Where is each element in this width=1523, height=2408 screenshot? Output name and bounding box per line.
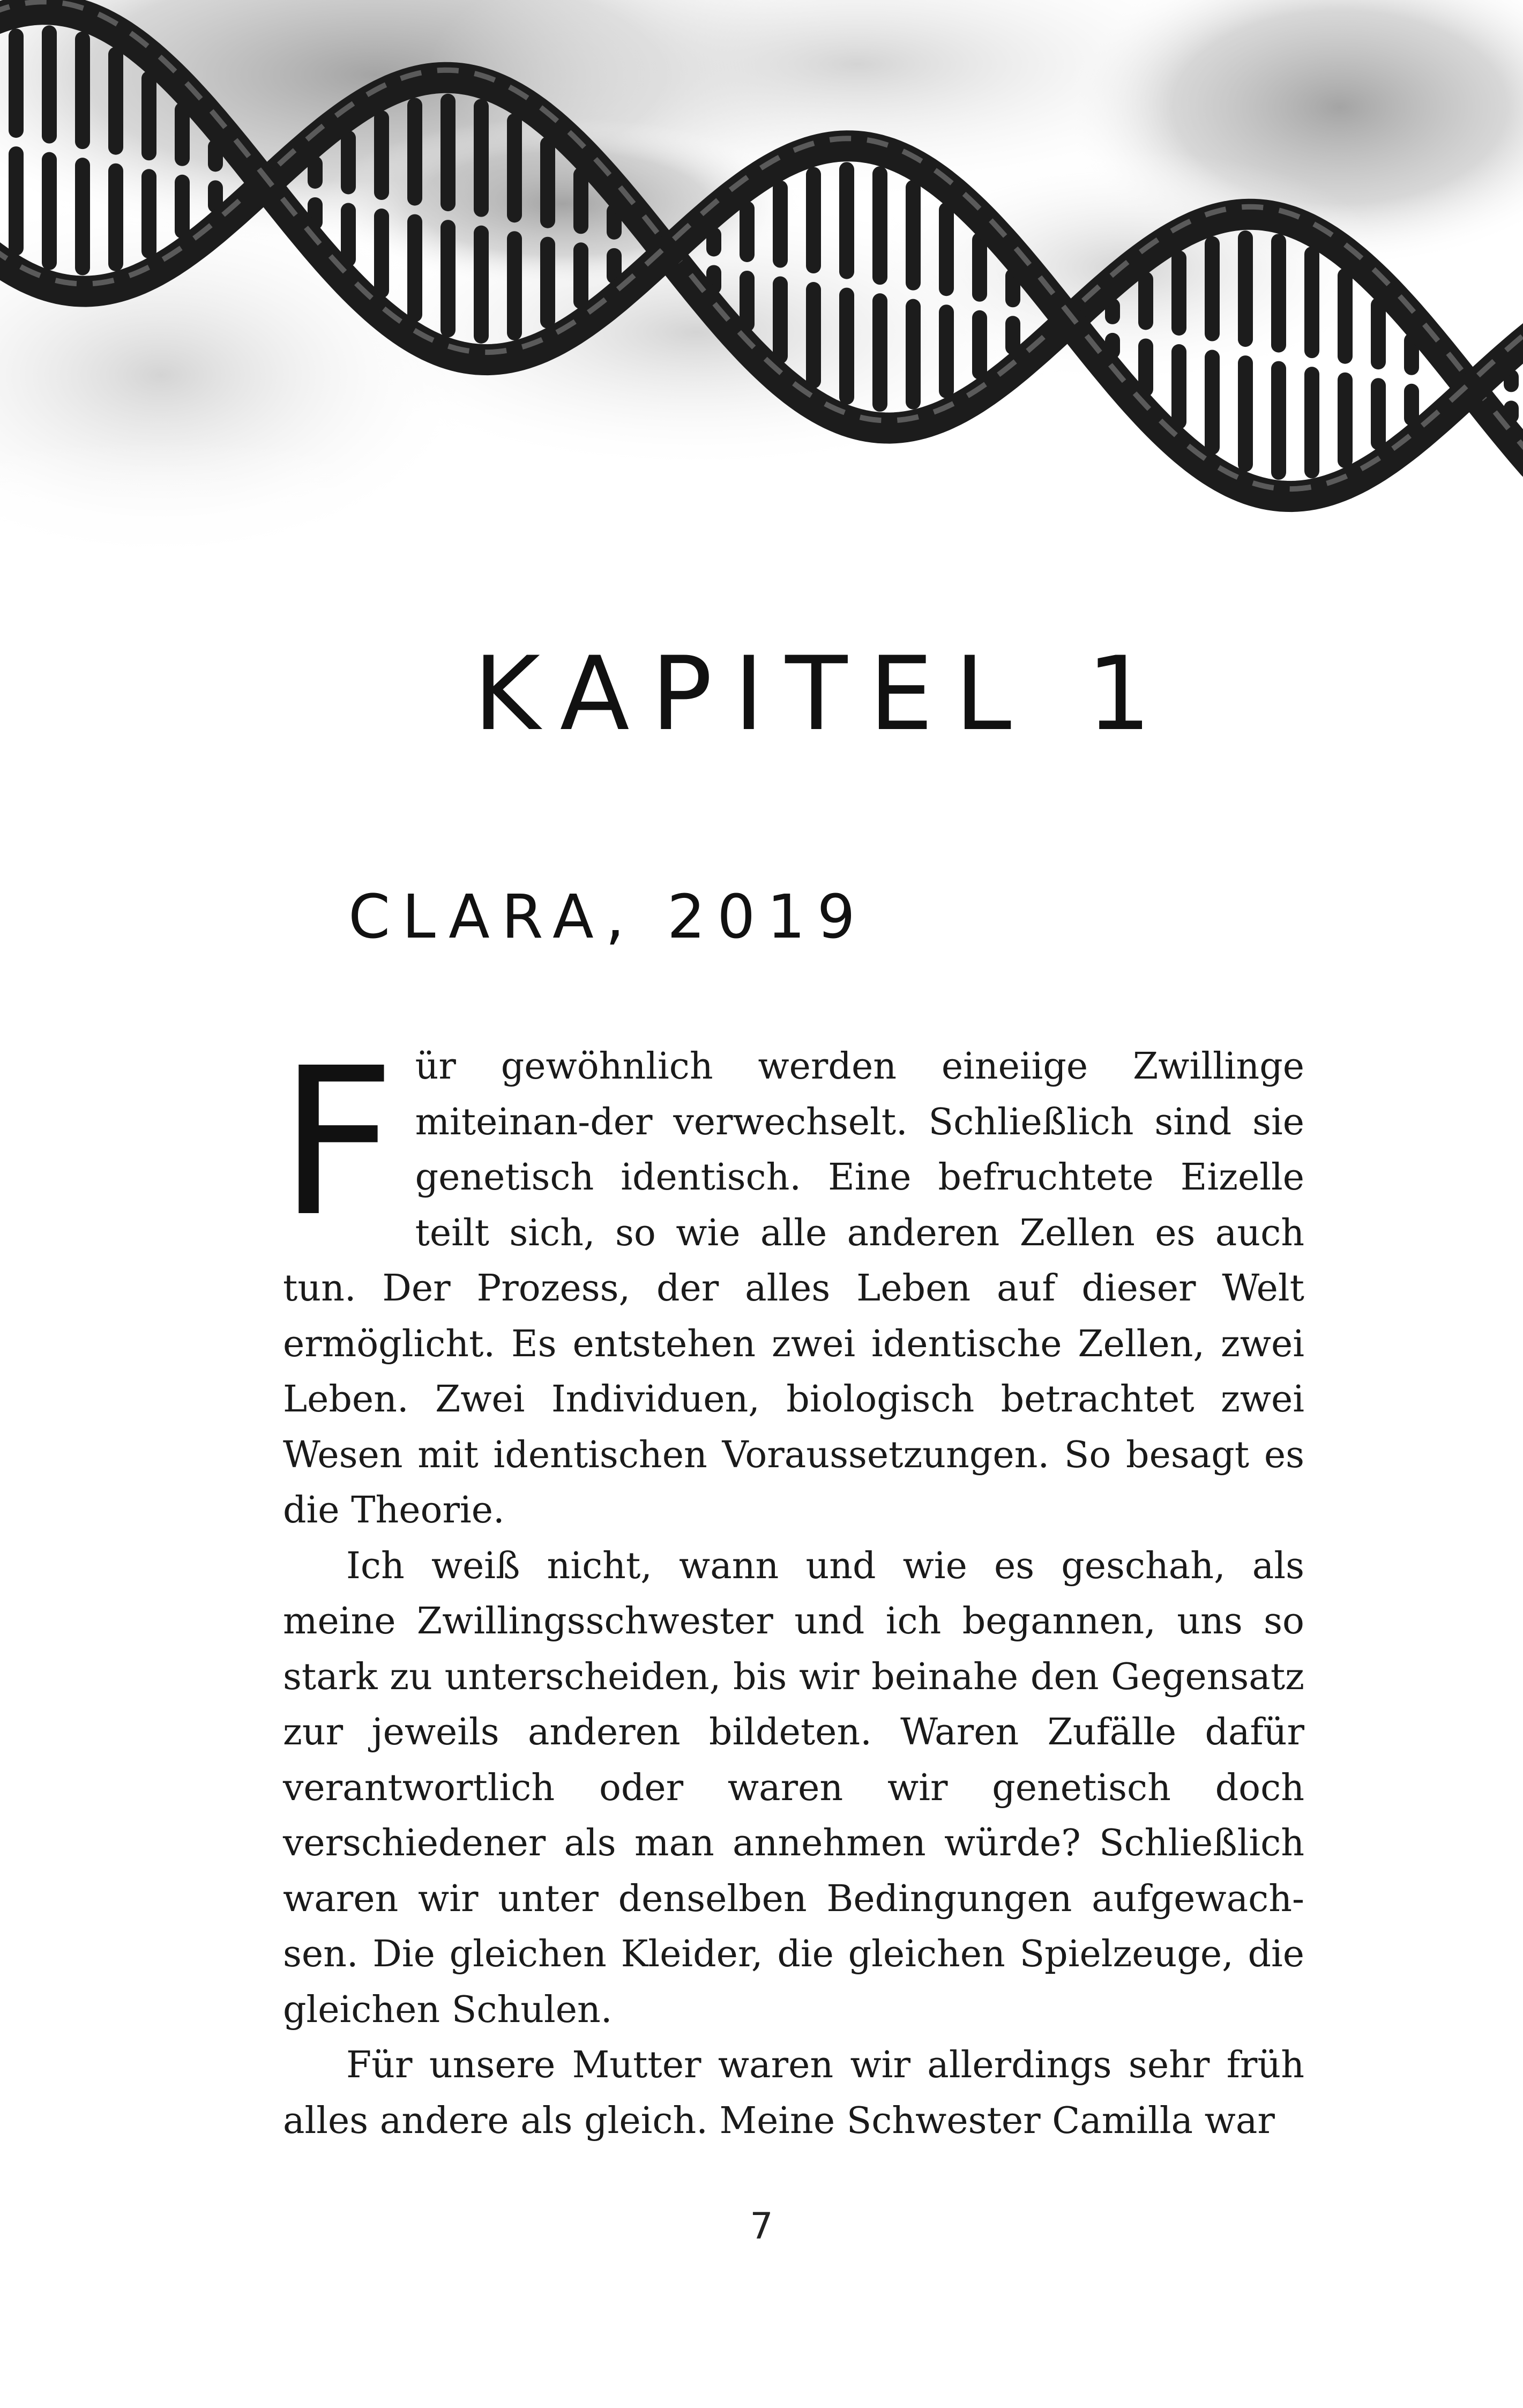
paragraph bbox=[279, 1024, 1304, 1539]
helix-rung bbox=[9, 28, 24, 138]
helix-rung bbox=[1338, 373, 1353, 469]
helix-rung bbox=[407, 214, 422, 322]
helix-rung bbox=[740, 201, 755, 262]
helix-rung bbox=[906, 180, 921, 291]
dna-helix-illustration bbox=[0, 0, 1523, 633]
page-number: 7 bbox=[750, 2205, 773, 2248]
helix-rung bbox=[806, 167, 821, 273]
helix-rung bbox=[75, 32, 90, 149]
helix-rung bbox=[108, 47, 123, 154]
cloud-background bbox=[0, 0, 1523, 633]
helix-rung bbox=[42, 152, 57, 270]
helix-rung bbox=[1304, 247, 1319, 358]
helix-rung bbox=[540, 137, 555, 228]
helix-rung bbox=[773, 180, 788, 267]
helix-rung bbox=[773, 277, 788, 364]
helix-rung bbox=[806, 282, 821, 389]
body-text bbox=[279, 1024, 1304, 2149]
helix-rung bbox=[374, 110, 389, 200]
helix-rung bbox=[407, 98, 422, 205]
helix-rung bbox=[441, 94, 456, 211]
paragraph-text: ür gewöhnlich werden eineiige Zwillinge miteinan-der verwechselt. Schließlich sind sie genetisch identisch. Eine befruchtete Eizelle teilt sich, so wie alle anderen Zellen es auch tun. Der Prozess, der alles Leben auf dieser Welt ermöglicht. Es entstehen zwei identische Zellen, zwei Leben. Zwei Individuen, biologisch betrachtet zwei Wesen mit identischen Voraussetzungen. So besagt es die Theorie. bbox=[283, 1045, 1304, 1532]
helix-rung bbox=[839, 162, 854, 279]
helix-rung bbox=[75, 158, 90, 275]
chapter-subtitle: CLARA, 2019 bbox=[348, 882, 867, 952]
helix-rung bbox=[1238, 231, 1253, 347]
helix-rung bbox=[1171, 344, 1186, 429]
helix-rung bbox=[906, 299, 921, 410]
helix-rung bbox=[507, 231, 522, 340]
helix-rung bbox=[474, 99, 489, 217]
helix-rung bbox=[540, 237, 555, 329]
helix-rung bbox=[1371, 378, 1386, 450]
helix-rung bbox=[42, 25, 57, 143]
helix-rung bbox=[374, 209, 389, 298]
helix-rung bbox=[1338, 268, 1353, 364]
paragraph: Für unsere Mutter waren wir allerdings sehr früh alles andere als gleich. Meine Schwester Camilla war bbox=[283, 2044, 1304, 2142]
helix-rung bbox=[141, 169, 156, 258]
helix-rung bbox=[939, 202, 954, 296]
helix-rung bbox=[872, 293, 887, 412]
helix-rung bbox=[507, 113, 522, 222]
paragraph: Ich weiß nicht, wann und wie es geschah, als meine Zwillingsschwester und ich begannen, uns so stark zu unterscheiden, bis wir beinahe den Gegensatz zur jeweils anderen bildeten. Waren Zufälle dafür verantwortlich oder waren wir genetisch doch verschiedener als man annehmen würde? Schließlich waren wir unter denselben Bedingungen aufgewach-sen. Die gleichen Kleider, die gleichen Spielzeuge, die gleichen Schulen. bbox=[283, 1544, 1304, 2031]
helix-rung bbox=[972, 310, 987, 380]
helix-rung bbox=[939, 304, 954, 398]
helix-rung bbox=[1304, 367, 1319, 478]
helix-rung bbox=[9, 146, 24, 256]
helix-rung bbox=[441, 220, 456, 337]
helix-rung bbox=[175, 175, 190, 239]
helix-rung bbox=[1271, 234, 1286, 352]
helix-rung bbox=[1138, 272, 1153, 330]
helix-rung bbox=[141, 71, 156, 160]
helix-rung bbox=[1171, 250, 1186, 336]
drop-cap: F bbox=[279, 1024, 396, 1261]
helix-rung bbox=[1271, 361, 1286, 480]
helix-rung bbox=[573, 242, 588, 309]
helix-rung bbox=[1205, 236, 1220, 341]
chapter-title: KAPITEL 1 bbox=[473, 635, 1173, 753]
helix-rung bbox=[1238, 355, 1253, 472]
helix-rung bbox=[1205, 350, 1220, 455]
helix-rung bbox=[341, 130, 356, 194]
helix-rung bbox=[872, 166, 887, 285]
helix-rung bbox=[839, 288, 854, 405]
helix-rung bbox=[108, 163, 123, 271]
helix-rung bbox=[474, 226, 489, 344]
